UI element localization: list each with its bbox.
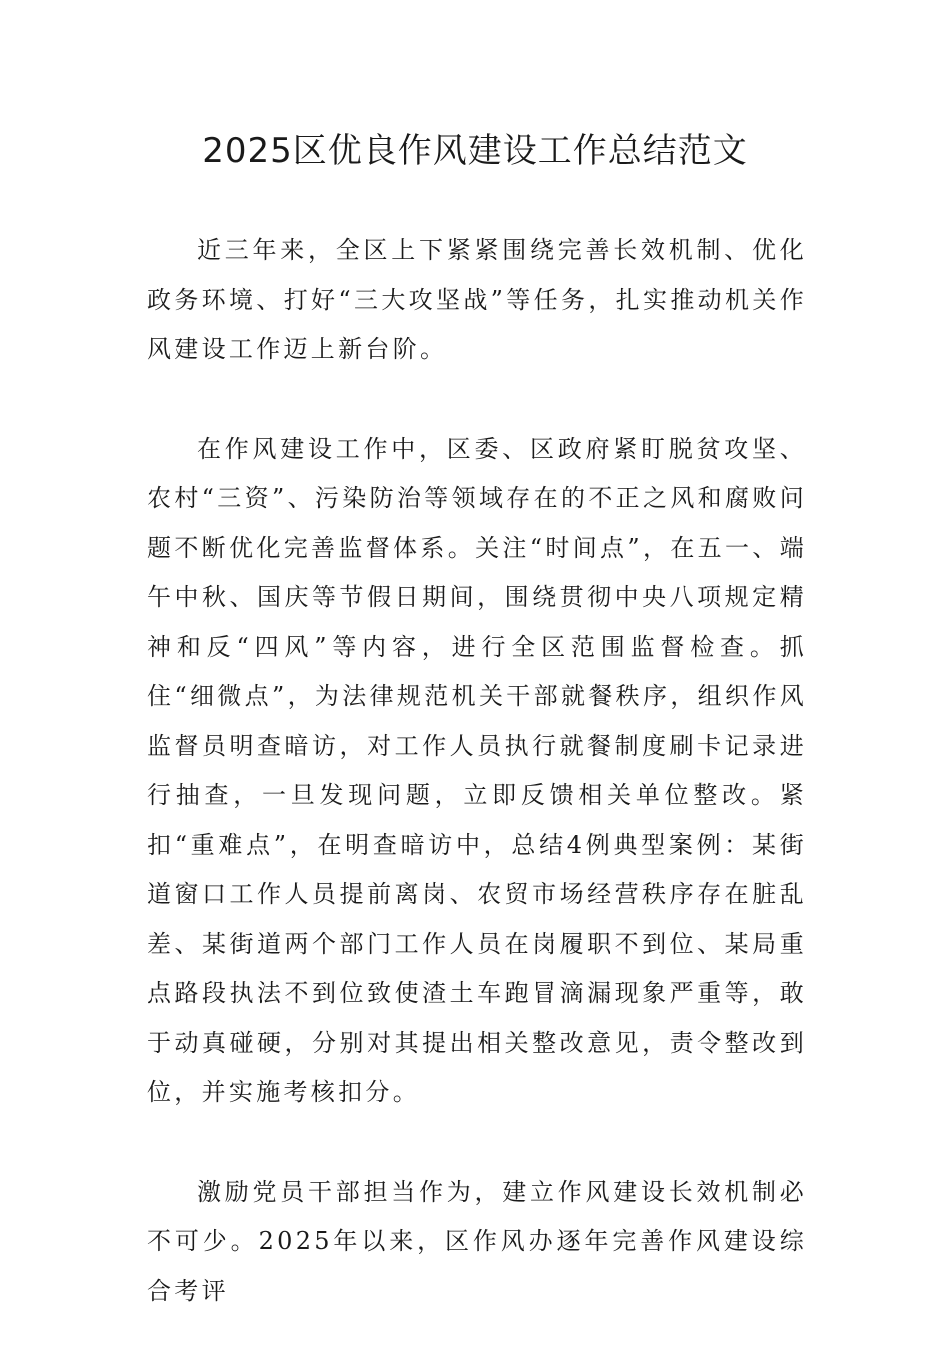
paragraph-1: 近三年来，全区上下紧紧围绕完善长效机制、优化政务环境、打好“三大攻坚战”等任务，扎实推动机关作风建设工作迈上新台阶。 <box>147 236 807 363</box>
paragraph-2: 在作风建设工作中，区委、区政府紧盯脱贫攻坚、农村“三资”、污染防治等领域存在的不正之风和腐败问题不断优化完善监督体系。关注“时间点”，在五一、端午中秋、国庆等节假日期间，围绕贯彻中央八项规定精神和反“四风”等内容，进行全区范围监督检查。抓住“细微点”，为法律规范机关干部就餐秩序，组织作风监督员明查暗访，对工作人员执行就餐制度刷卡记录进行抽查，一旦发现问题，立即反馈相关单位整改。紧扣“重难点”，在明查暗访中，总结4例典型案例：某街道窗口工作人员提前离岗、农贸市场经营秩序存在脏乱差、某街道两个部门工作人员在岗履职不到位、某局重点路段执法不到位致使渣土车跑冒滴漏现象严重等，敢于动真碰硬，分别对其提出相关整改意见，责令整改到位，并实施考核扣分。 <box>147 434 807 1106</box>
document-title: 2025区优良作风建设工作总结范文 <box>202 131 748 171</box>
paragraph-3: 激励党员干部担当作为，建立作风建设长效机制必不可少。2025年以来，区作风办逐年完善作风建设综合考评 <box>147 1177 807 1305</box>
document-body <box>147 226 807 1366</box>
